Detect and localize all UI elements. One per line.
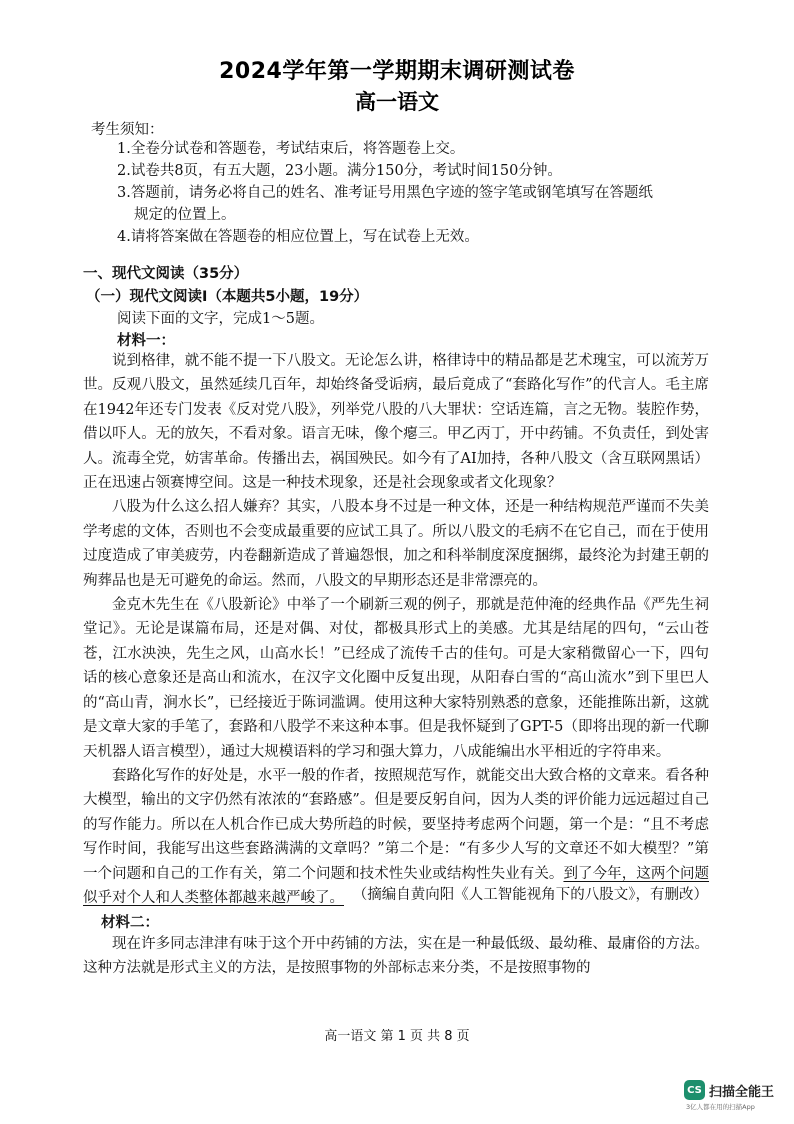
notice-item-4: 4.请将答案做在答题卷的相应位置上，写在试卷上无效。 [117,229,479,245]
subsection-heading: （一）现代文阅读Ⅰ（本题共5小题，19分） [86,289,369,305]
notice-item-1: 1.全卷分试卷和答题卷，考试结束后，将答题卷上交。 [117,141,465,157]
subject-title: 高一语文 [355,90,439,114]
material-2-paragraph: 现在许多同志津津有味于这个开中药铺的方法，实在是一种最低级、最幼稚、最庸俗的方法。这种方法就是形式主义的方法，是按照事物的外部标志来分类，不是按照事物的 [83,936,709,977]
paragraph-1: 说到格律，就不能不提一下八股文。无论怎么讲，格律诗中的精品都是艺术瑰宝，可以流芳万世。反观八股文，虽然延续几百年，却始终备受诟病，最后竟成了“套路化写作”的代言人。毛主席在1942年还专门发表《反对党八股》，列举党八股的八大罪状：空话连篇，言之无物。装腔作势，借以吓人。无的放矢，不看对象。语言无味，像个瘪三。甲乙丙丁，开中药铺。不负责任，到处害人。流毒全党，妨害革命。传播出去，祸国殃民。如今有了AI加持，各种八股文（含互联网黑话）正在迅速占领赛博空间。这是一种技术现象，还是社会现象或者文化现象？ [83,353,709,492]
notice-heading: 考生须知： [91,122,164,138]
section-heading: 一、现代文阅读（35分） [83,266,249,282]
material-2-body [83,932,709,981]
underlined-sentence: 到了今年，这两个问题似乎对个人和人类整体都越来越严峻了。 [83,865,710,906]
notice-item-2: 2.试卷共8页，有五大题，23小题。满分150分，考试时间150分钟。 [117,163,562,179]
notice-list [117,138,727,248]
reading-instruction: 阅读下面的文字，完成1～5题。 [117,311,324,327]
paragraph-4-text: 套路化写作的好处是，水平一般的作者，按照规范写作，就能交出大致合格的文章来。看各种大模型，输出的文字仍然有浓浓的“套路感”。但是要反躬自问，因为人类的评价能力远远超过自己的写作能力。所以在人机合作已成大势所趋的时候，要坚持考虑两个问题，第一个是：“且不考虑写作时间，我能写出这些套路满满的文章吗？”第二个是：“有多少人写的文章还不如大模型？”第一个问题和自己的工作有关，第二个问题和技术性失业或结构性失业有关。 [83,767,709,882]
material-1-label: 材料一： [117,333,175,349]
camscanner-logo-icon: CS [684,1080,705,1100]
page-footer: 高一语文 第 1 页 共 8 页 [324,1029,470,1044]
notice-item-3-cont: 规定的位置上。 [134,207,236,223]
source-citation: （摘编自黄向阳《人工智能视角下的八股文》，有删改） [352,887,708,903]
watermark-brand: 扫描全能王 [709,1085,775,1100]
material-2-label: 材料二： [101,915,159,931]
paragraph-3: 金克木先生在《八股新论》中举了一个刷新三观的例子，那就是范仲淹的经典作品《严先生祠堂记》。无论是谋篇布局，还是对偶、对仗，都极具形式上的美感。尤其是结尾的四句，“云山苍苍，江水泱泱，先生之风，山高水长！”已经成了流传千古的佳句。可是大家稍微留心一下，四句话的核心意象还是高山和流水，在汉字文化圈中反复出现，从阳春白雪的“高山流水”到下里巴人的“高山青，涧水长”，已经接近于陈词滥调。使用这种大家特别熟悉的意象，还能推陈出新，这就是文章大家的手笔了，套路和八股学不来这种本事。但是我怀疑到了GPT-5（即将出现的新一代聊天机器人语言模型），通过大规模语料的学习和强大算力，八成能编出水平相近的字符串来。 [83,597,709,760]
exam-title: 2024学年第一学期期末调研测试卷 [219,59,575,84]
notice-item-3: 3.答题前，请务必将自己的姓名、准考证号用黑色字迹的签字笔或钢笔填写在答题纸 [117,185,653,201]
material-1-body [83,349,709,910]
paragraph-2: 八股为什么这么招人嫌弃？其实，八股本身不过是一种文体，还是一种结构规范严谨而不失美学考虑的文体，否则也不会变成最重要的应试工具了。所以八股文的毛病不在它自己，而在于使用过度造成了审美疲劳，内卷翻新造成了普遍怨恨，加之和科举制度深度捆绑，最终沦为封建王朝的殉葬品也是无可避免的命运。然而，八股文的早期形态还是非常漂亮的。 [83,499,709,589]
scanner-watermark [684,1078,786,1114]
watermark-tagline: 3亿人都在用的扫描App [686,1103,755,1111]
